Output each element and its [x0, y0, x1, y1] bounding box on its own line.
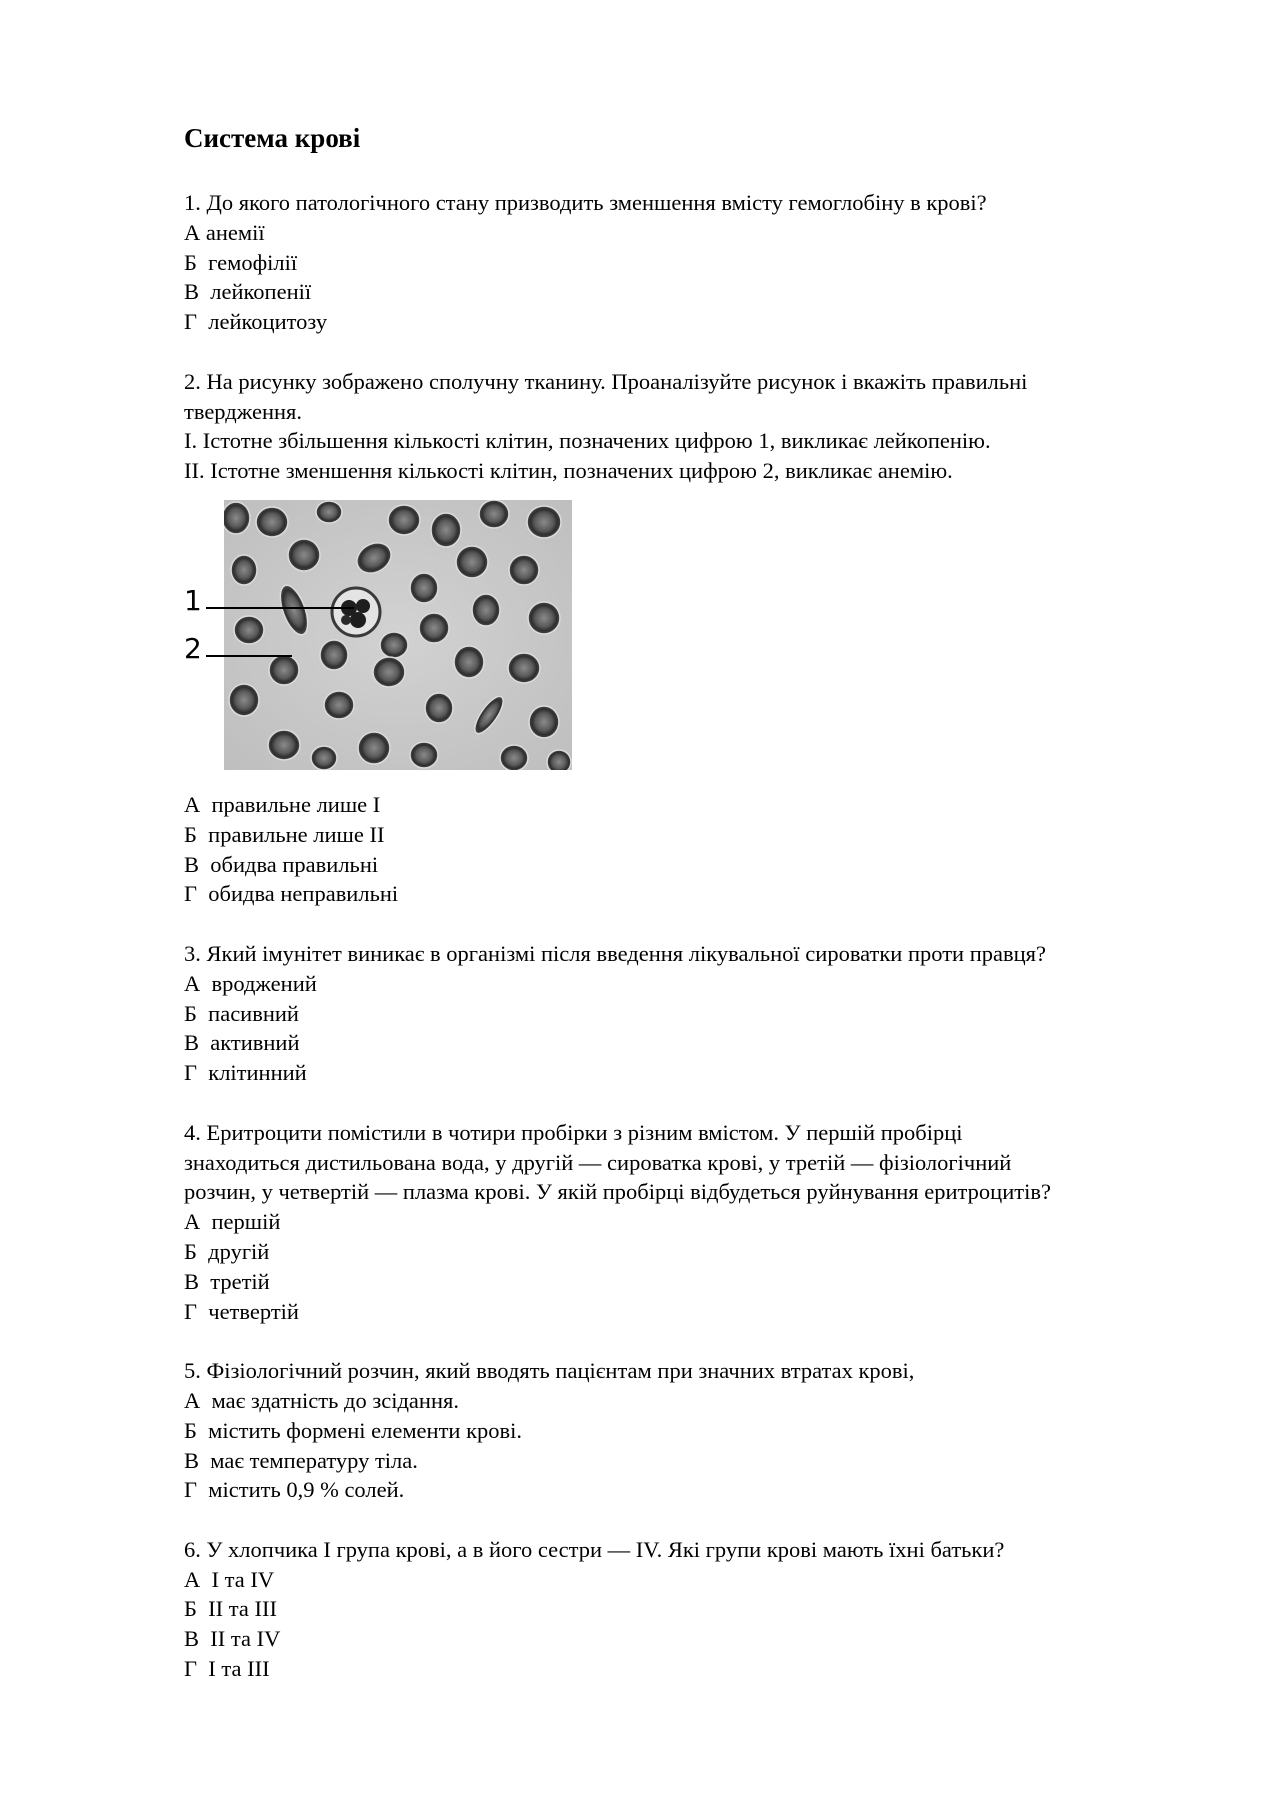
question-5-option-d: Г містить 0,9 % солей. — [184, 1477, 405, 1503]
question-1-text: 1. До якого патологічного стану призводить зменшення вмісту гемоглобіну в крові? — [184, 190, 987, 215]
question-6-option-a: А І та IV — [184, 1566, 275, 1592]
figure-leader-lines — [184, 500, 584, 700]
question-4-text-line-3: розчин, у четвертій — плазма крові. У якій пробірці відбудеться руйнування еритроцитів? — [184, 1179, 1051, 1205]
question-5-option-b: Б містить формені елементи крові. — [184, 1417, 523, 1443]
question-2-option-c: В обидва правильні — [184, 851, 379, 877]
question-6 — [184, 1535, 1184, 1684]
question-4 — [184, 1118, 1184, 1327]
question-1-option-d: Г лейкоцитозу — [184, 309, 328, 335]
question-2-option-d: Г обидва неправильні — [184, 881, 399, 907]
question-2-option-b: Б правильне лише ІІ — [184, 821, 385, 847]
question-3-option-c: В активний — [184, 1030, 300, 1056]
question-4-option-d: Г четвертій — [184, 1298, 299, 1324]
question-1-option-a: А анемії — [184, 219, 265, 245]
figure-label-2: 2 — [184, 631, 202, 665]
figure-label-1: 1 — [184, 583, 202, 617]
question-3-option-b: Б пасивний — [184, 1000, 299, 1026]
question-1 — [184, 188, 1184, 337]
question-4-text-line-2: знаходиться дистильована вода, у другій — сироватка крові, у третій — фізіологічний — [184, 1149, 1012, 1175]
question-4-option-b: Б другій — [184, 1238, 270, 1264]
question-6-option-c: В ІІ та IV — [184, 1626, 281, 1652]
question-4-option-a: А першій — [184, 1209, 281, 1235]
question-3-option-d: Г клітинний — [184, 1060, 307, 1086]
question-1-option-b: Б гемофілії — [184, 249, 298, 275]
statement-1: І. Істотне збільшення кількості клітин, позначених цифрою 1, викликає лейкопенію. — [184, 428, 991, 454]
statement-2: ІІ. Істотне зменшення кількості клітин, позначених цифрою 2, викликає анемію. — [184, 458, 953, 484]
question-1-option-c: В лейкопенії — [184, 279, 312, 305]
question-6-option-b: Б ІІ та ІІІ — [184, 1596, 277, 1622]
question-6-text: 6. У хлопчика І група крові, а в його сестри — IV. Які групи крові мають їхні батьки? — [184, 1536, 1005, 1562]
document-page — [184, 118, 1184, 1714]
question-2 — [184, 367, 1184, 909]
question-5-text: 5. Фізіологічний розчин, який вводять пацієнтам при значних втратах крові, — [184, 1358, 915, 1384]
question-3-option-a: А вроджений — [184, 970, 317, 996]
question-5-option-a: А має здатність до зсідання. — [184, 1387, 459, 1413]
question-2-option-a: А правильне лише І — [184, 791, 381, 817]
question-2-text-line-2: твердження. — [184, 398, 303, 424]
question-2-text-line-1: 2. На рисунку зображено сполучну тканину. Проаналізуйте рисунок і вкажіть правильні — [184, 368, 1028, 394]
question-5 — [184, 1356, 1184, 1505]
blood-smear-figure — [184, 500, 1184, 790]
page-title: Система крові — [184, 123, 361, 153]
question-3 — [184, 939, 1184, 1088]
question-4-option-c: В третій — [184, 1268, 270, 1294]
question-6-option-d: Г І та ІІІ — [184, 1656, 270, 1682]
question-4-text-line-1: 4. Еритроцити помістили в чотири пробірки з різним вмістом. У першій пробірці — [184, 1119, 963, 1145]
question-3-text: 3. Який імунітет виникає в організмі після введення лікувальної сироватки проти правця? — [184, 940, 1046, 966]
question-5-option-c: В має температуру тіла. — [184, 1447, 418, 1473]
